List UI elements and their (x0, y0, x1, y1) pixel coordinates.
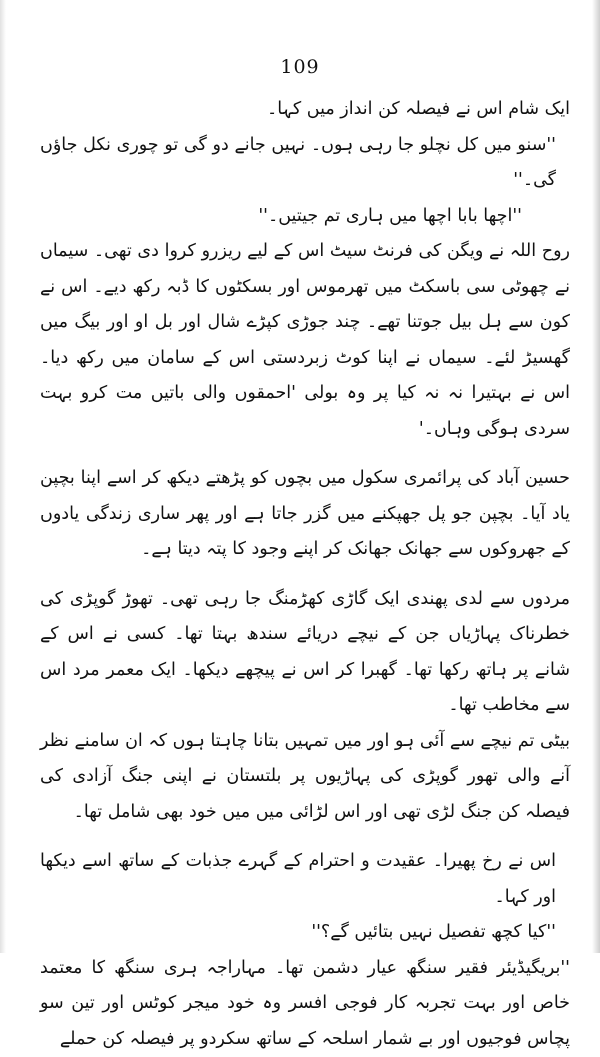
body-text (40, 92, 570, 1057)
paragraph-6: مردوں سے لدی پھندی ایک گاڑی کھڑمنگ جا رہی تھی۔ تھوڑ گوپڑی کی خطرناک پہاڑیاں جن کے نیچے دریائے سندھ بہتا تھا۔ کسی نے اس کے شانے پر ہاتھ رکھا تھا۔ گھبرا کر اس نے پیچھے دیکھا۔ ایک معمر مرد اس سے مخاطب تھا۔ (40, 582, 570, 724)
page-right-edge (592, 0, 600, 953)
paragraph-7: بیٹی تم نیچے سے آئی ہو اور میں تمہیں بتانا چاہتا ہوں کہ ان سامنے نظر آنے والی تھور گوپڑی کی پہاڑیوں پر بلتستان نے اپنی جنگ آزادی کی فیصلہ کن جنگ لڑی تھی اور اس لڑائی میں میں خود بھی شامل تھا۔ (40, 724, 570, 831)
paragraph-2-dialogue: ''سنو میں کل نچلو جا رہی ہوں۔ نہیں جانے دو گی تو چوری نکل جاؤں گی۔'' (40, 128, 570, 199)
paragraph-1: ایک شام اس نے فیصلہ کن انداز میں کہا۔ (40, 92, 570, 128)
paragraph-3-dialogue: ''اچھا بابا اچھا میں ہاری تم جیتیں۔'' (40, 199, 570, 235)
paragraph-9-dialogue: ''کیا کچھ تفصیل نہیں بتائیں گے؟'' (40, 915, 570, 951)
page-left-edge (0, 0, 6, 953)
page-number: 109 (0, 56, 600, 78)
paragraph-8: اس نے رخ پھیرا۔ عقیدت و احترام کے گہرے جذبات کے ساتھ اسے دیکھا اور کہا۔ (40, 844, 570, 915)
paragraph-5: حسین آباد کی پرائمری سکول میں بچوں کو پڑھتے دیکھ کر اسے اپنا بچپن یاد آیا۔ بچپن جو پل جھپکنے میں گزر جاتا ہے اور پھر ساری زندگی یادوں کے جھروکوں سے جھانک جھانک کر اپنے وجود کا پتہ دیتا ہے۔ (40, 461, 570, 568)
paragraph-10: ''بریگیڈیئر فقیر سنگھ عیار دشمن تھا۔ مہاراجہ ہری سنگھ کا معتمد خاص اور بہت تجربہ کار فوجی افسر وہ خود میجر کوٹس اور تین سو پچاس فوجیوں اور بے شمار اسلحہ کے ساتھ سکردو پر فیصلہ کن حملے (40, 951, 570, 1057)
paragraph-4: روح اللہ نے ویگن کی فرنٹ سیٹ اس کے لیے ریزرو کروا دی تھی۔ سیماں نے چھوٹی سی باسکٹ میں تھرموس اور بسکٹوں کا ڈبہ رکھ دیے۔ اس نے کون سے ہل بیل جوتنا تھے۔ چند جوڑی کپڑے شال اور بل او اور بیگ میں گھسیڑ لئے۔ سیماں نے اپنا کوٹ زبردستی اس کے سامان میں رکھ دیا۔ اس نے بہتیرا نہ نہ کیا پر وہ بولی 'احمقوں والی باتیں مت کرو بہت سردی ہوگی وہاں۔' (40, 234, 570, 447)
